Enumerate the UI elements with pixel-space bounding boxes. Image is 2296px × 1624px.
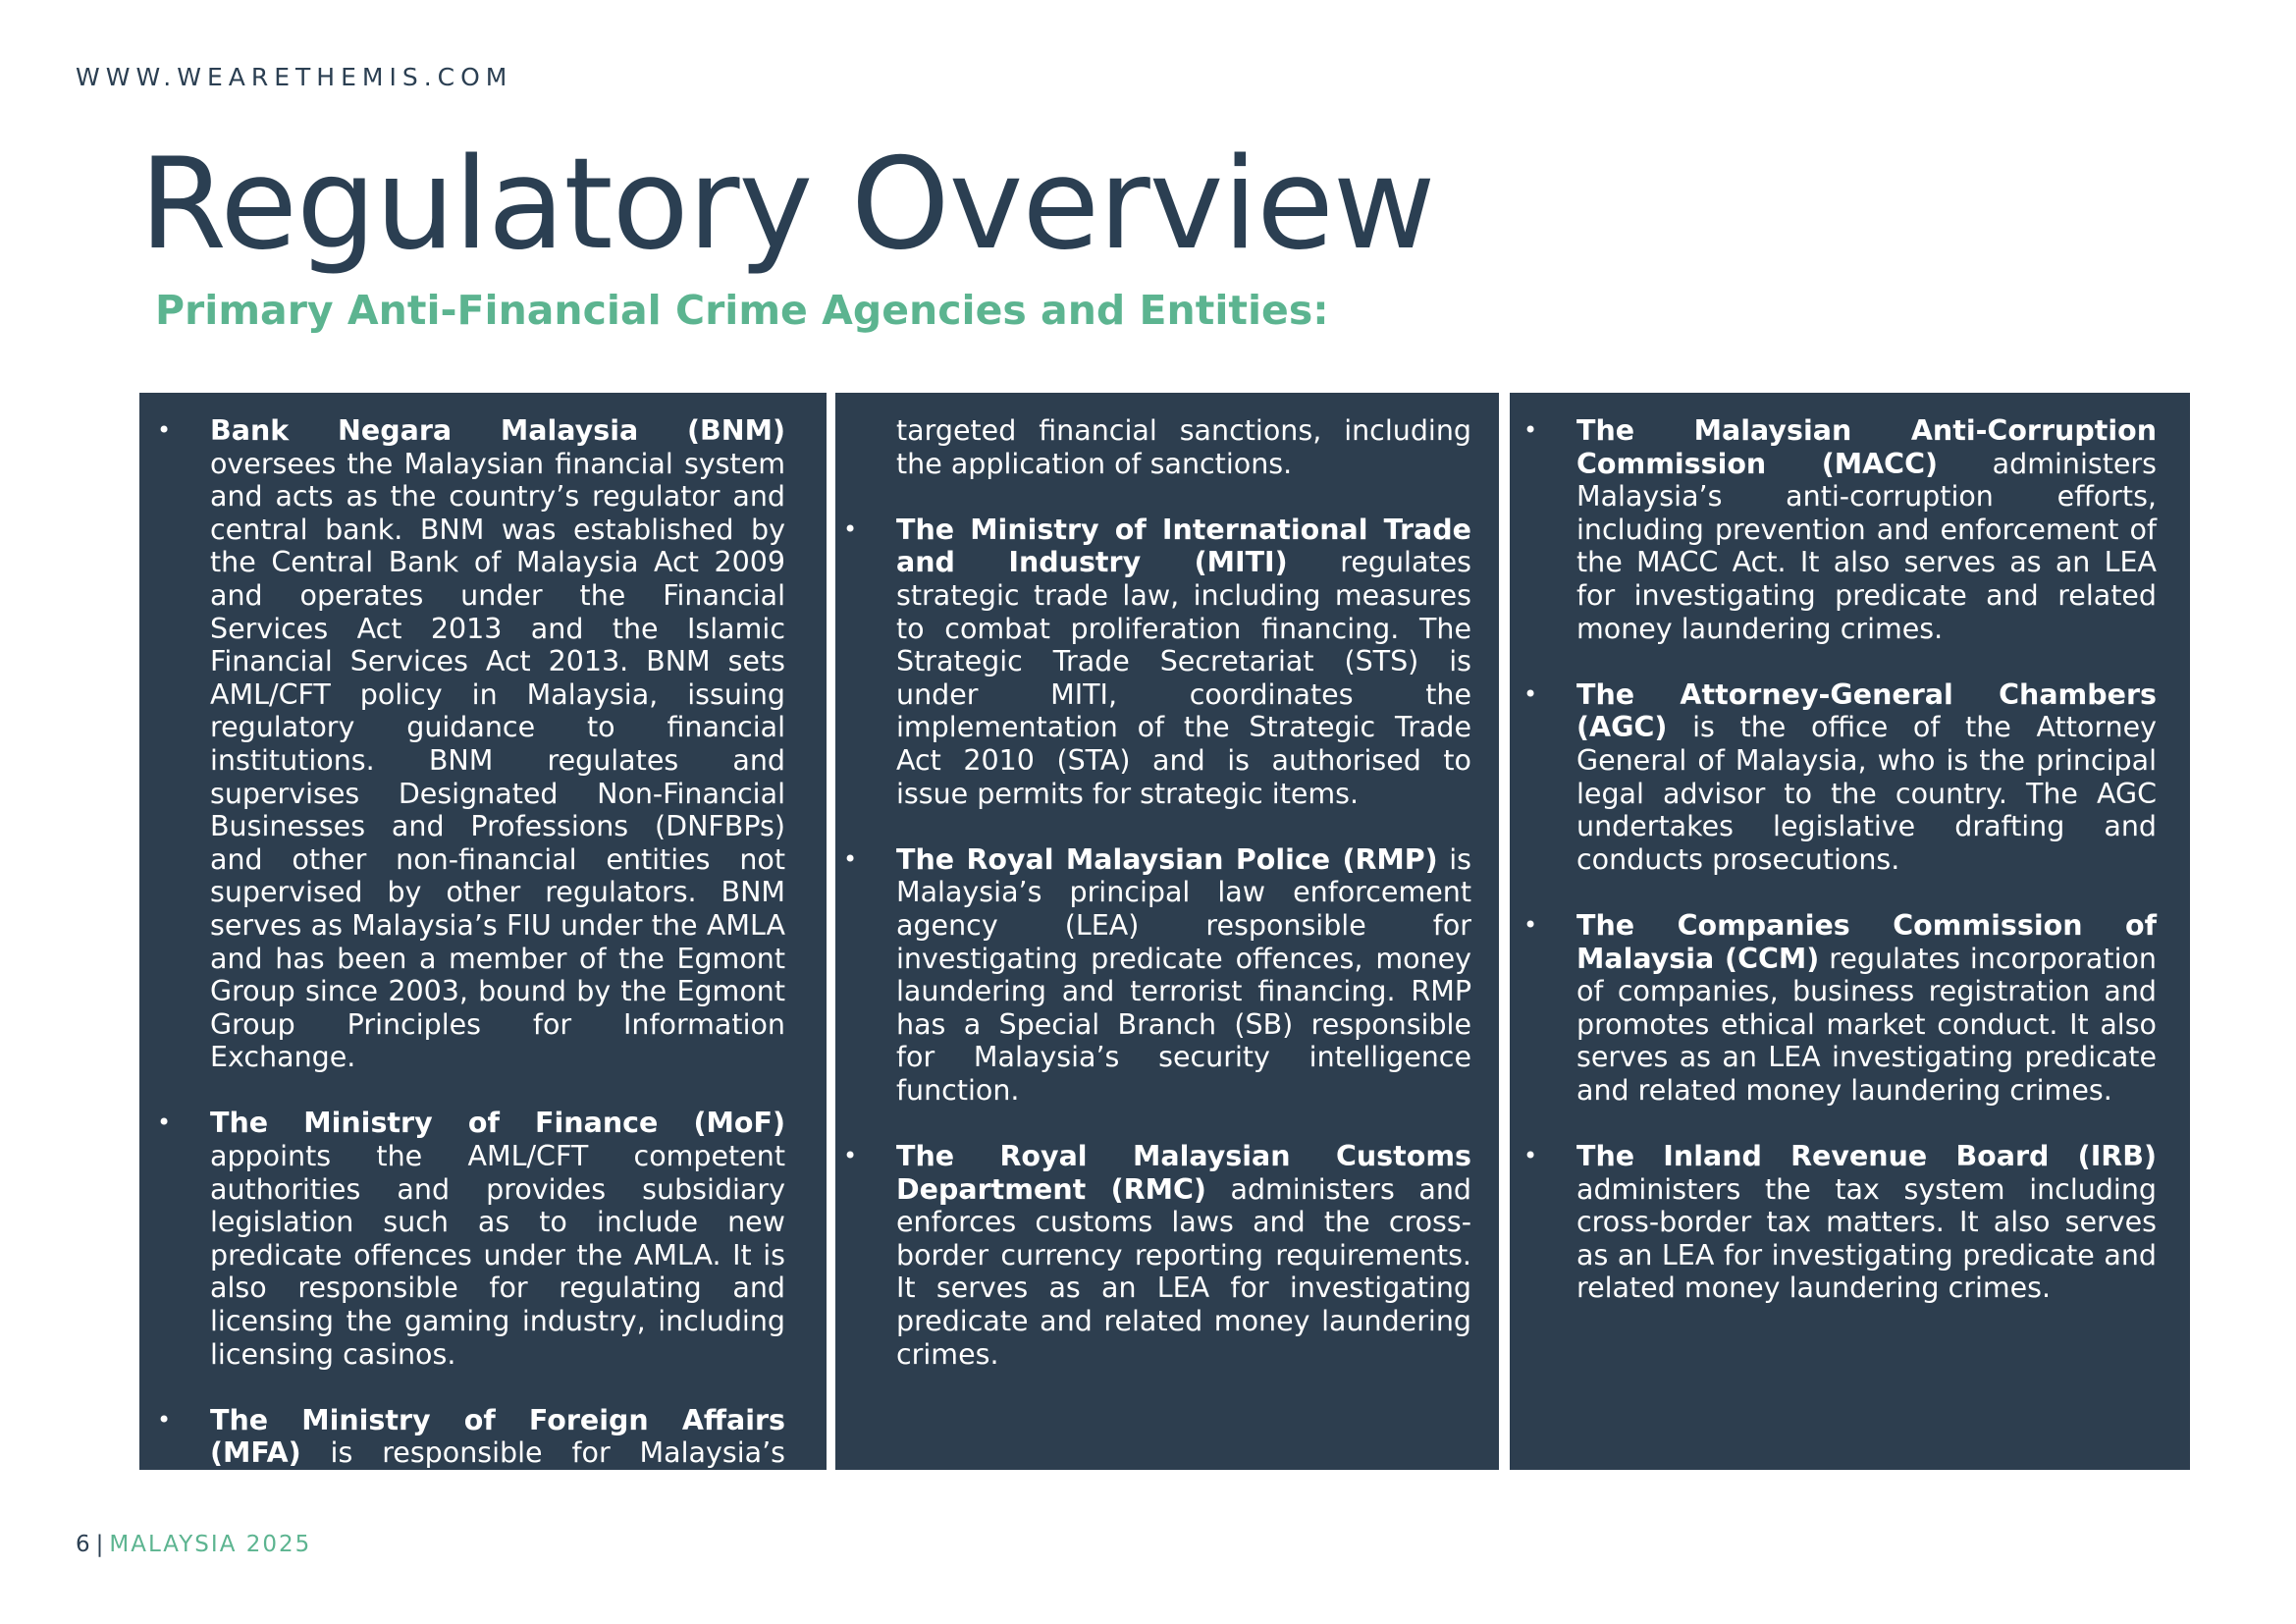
- agency-name: The Ministry of Finance (MoF): [210, 1107, 785, 1140]
- agency-name: The Malaysian Anti-Corruption Commission (MACC): [1576, 414, 2157, 480]
- agency-list: [157, 414, 785, 1470]
- agency-name: The Ministry of Foreign Affairs (MFA): [210, 1403, 785, 1470]
- continued-text: targeted financial sanctions, including the application of sanctions.: [896, 414, 1471, 480]
- agency-description: [896, 1140, 1471, 1371]
- agency-text: regulates incorporation of companies, business registration and promotes ethical market conduct. It also serves as an LEA investigating predicate and related money laundering crimes.: [1576, 942, 2157, 1107]
- agency-column-3: [1510, 393, 2190, 1470]
- agency-description: [1576, 909, 2157, 1108]
- agency-text: is the office of the Attorney General of Malaysia, who is the principal legal advisor to the country. The AGC undertakes legislative drafting and conducts prosecutions.: [1576, 711, 2157, 876]
- bullet-icon: •: [843, 514, 858, 543]
- agency-text: is Malaysia’s principal law enforcement agency (LEA) responsible for investigating predicate offences, money laundering and terrorist financing. RMP has a Special Branch (SB) responsible for Malaysia’s security intelligence function.: [896, 842, 1471, 1107]
- site-url: WWW.WEARETHEMIS.COM: [76, 63, 513, 91]
- agency-entry: [1523, 414, 2157, 645]
- agency-description: [1576, 414, 2157, 645]
- bullet-icon: •: [1523, 910, 1538, 939]
- agency-entry: [1523, 909, 2157, 1108]
- page-number: 6: [76, 1532, 92, 1557]
- bullet-icon: •: [843, 1142, 858, 1170]
- bullet-icon: •: [1523, 679, 1538, 708]
- section-subtitle: Primary Anti-Financial Crime Agencies and Entities:: [155, 287, 1329, 334]
- agency-entry: [843, 843, 1471, 1108]
- agency-entry: [843, 514, 1471, 810]
- agency-description: [210, 414, 785, 1074]
- page-title: Regulatory Overview: [139, 132, 1435, 278]
- footer-label: MALAYSIA 2025: [109, 1532, 312, 1557]
- agency-description: [896, 514, 1471, 810]
- footer-separator: |: [95, 1532, 106, 1557]
- bullet-icon: •: [157, 1405, 172, 1434]
- agency-name: The Royal Malaysian Police (RMP): [896, 842, 1438, 876]
- agency-entry: [157, 414, 785, 1074]
- bullet-icon: •: [1523, 1142, 1538, 1170]
- agency-text: oversees the Malaysian financial system and acts as the country’s regulator and central bank. BNM was established by the Central Bank of Malaysia Act 2009 and operates under the Financial Services Act 2013 and the Islamic Financial Services Act 2013. BNM sets AML/CFT policy in Malaysia, issuing regulatory guidance to financial institutions. BNM regulates and supervises Designated Non-Financial Businesses and Professions (DNFBPs) and other non-financial entities not supervised by other regulators. BNM serves as Malaysia’s FIU under the AMLA and has been a member of the Egmont Group since 2003, bound by the Egmont Group Principles for Information Exchange.: [210, 447, 785, 1074]
- agency-name: Bank Negara Malaysia (BNM): [210, 414, 785, 447]
- agency-entry: [1523, 1140, 2157, 1305]
- agency-text: appoints the AML/CFT competent authorities and provides subsidiary legislation such as to include new predicate offences under the AMLA. It is also responsible for regulating and licensing the gaming industry, including licensing casinos.: [210, 1140, 785, 1371]
- agency-column-2: [835, 393, 1499, 1470]
- agency-text: administers the tax system including cross-border tax matters. It also serves as an LEA for investigating predicate and related money laundering crimes.: [1576, 1172, 2157, 1305]
- agency-column-1: [139, 393, 827, 1470]
- agency-text: administers and enforces customs laws and the cross-border currency reporting requirements. It serves as an LEA for investigating predicate and related money laundering crimes.: [896, 1172, 1472, 1371]
- agency-name: The Companies Commission of Malaysia (CCM): [1576, 908, 2157, 975]
- agency-name: The Attorney-General Chambers (AGC): [1576, 677, 2157, 744]
- agency-text: administers Malaysia’s anti-corruption efforts, including prevention and enforcement of the MACC Act. It also serves as an LEA for investigating predicate and related money laundering crimes.: [1576, 447, 2158, 645]
- agency-description: [210, 1107, 785, 1371]
- agency-list: [1523, 414, 2157, 1305]
- agency-description: [1576, 678, 2157, 877]
- agency-name: The Inland Revenue Board (IRB): [1576, 1140, 2157, 1173]
- agency-entry: [843, 1140, 1471, 1371]
- agency-description: [1576, 1140, 2157, 1305]
- agency-text: is responsible for Malaysia’s: [330, 1436, 785, 1470]
- agency-name: The Royal Malaysian Customs Department (RMC): [896, 1140, 1471, 1206]
- page-footer: [76, 1532, 311, 1557]
- agency-entry: [157, 1107, 785, 1371]
- agency-description: [210, 1404, 785, 1470]
- bullet-icon: •: [157, 416, 172, 444]
- bullet-icon: •: [1523, 416, 1538, 444]
- agency-entry: [1523, 678, 2157, 877]
- agency-list: [843, 514, 1471, 1371]
- agency-name: The Ministry of International Trade and Industry (MITI): [896, 513, 1471, 579]
- bullet-icon: •: [157, 1109, 172, 1137]
- bullet-icon: •: [843, 844, 858, 873]
- agency-text: regulates strategic trade law, including measures to combat proliferation financing. The Strategic Trade Secretariat (STS) is under MITI, coordinates the implementation of the Strategic Trade Act 2010 (STA) and is authorised to issue permits for strategic items.: [896, 546, 1471, 810]
- agency-entry: [157, 1404, 785, 1470]
- agency-description: [896, 843, 1471, 1108]
